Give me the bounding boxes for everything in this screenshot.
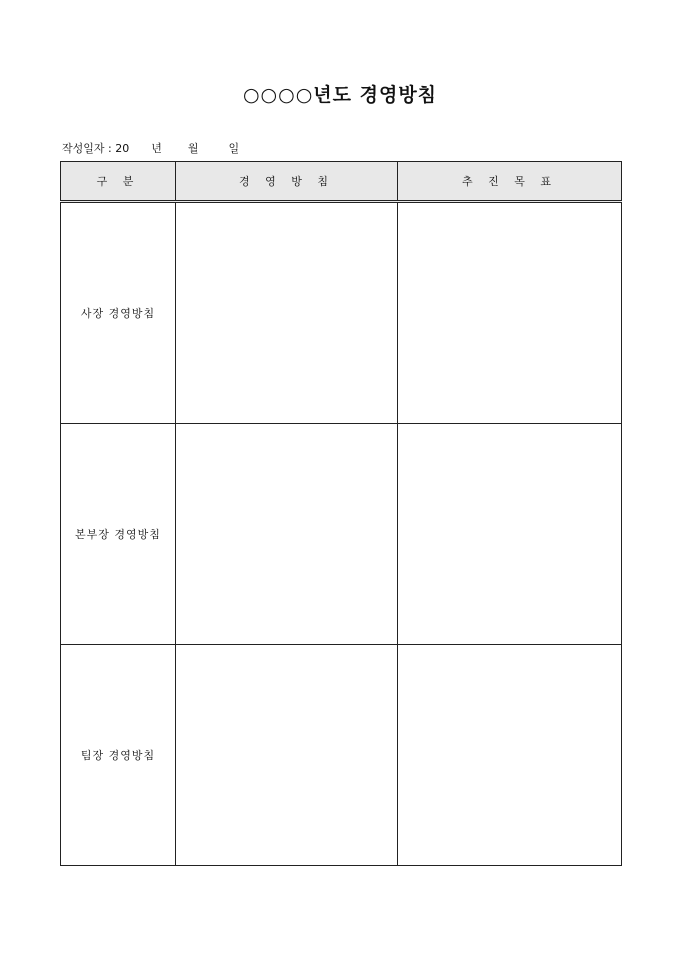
- page-title: ○○○○년도 경영방침: [242, 84, 438, 106]
- cell-goal-division-head[interactable]: [398, 424, 622, 645]
- management-policy-table: [60, 161, 622, 866]
- header-category: 구 분: [61, 162, 176, 202]
- date-label: 작성일자 : 20: [62, 142, 130, 155]
- row-label-ceo: 사장 경영방침: [61, 202, 176, 424]
- day-unit: 일: [228, 142, 240, 155]
- month-unit: 월: [187, 142, 199, 155]
- table-row: [61, 202, 622, 424]
- header-policy: 경 영 방 침: [176, 162, 398, 202]
- cell-policy-division-head[interactable]: [176, 424, 398, 645]
- year-unit: 년: [151, 142, 162, 155]
- cell-policy-team-lead[interactable]: [176, 645, 398, 866]
- header-goal: 추 진 목 표: [398, 162, 622, 202]
- row-label-division-head: 본부장 경영방침: [61, 424, 176, 645]
- table-row: [61, 424, 622, 645]
- table-row: [61, 645, 622, 866]
- date-line: [62, 140, 239, 156]
- cell-policy-ceo[interactable]: [176, 202, 398, 424]
- table-header-row: [61, 162, 622, 202]
- cell-goal-team-lead[interactable]: [398, 645, 622, 866]
- row-label-team-lead: 팀장 경영방침: [61, 645, 176, 866]
- cell-goal-ceo[interactable]: [398, 202, 622, 424]
